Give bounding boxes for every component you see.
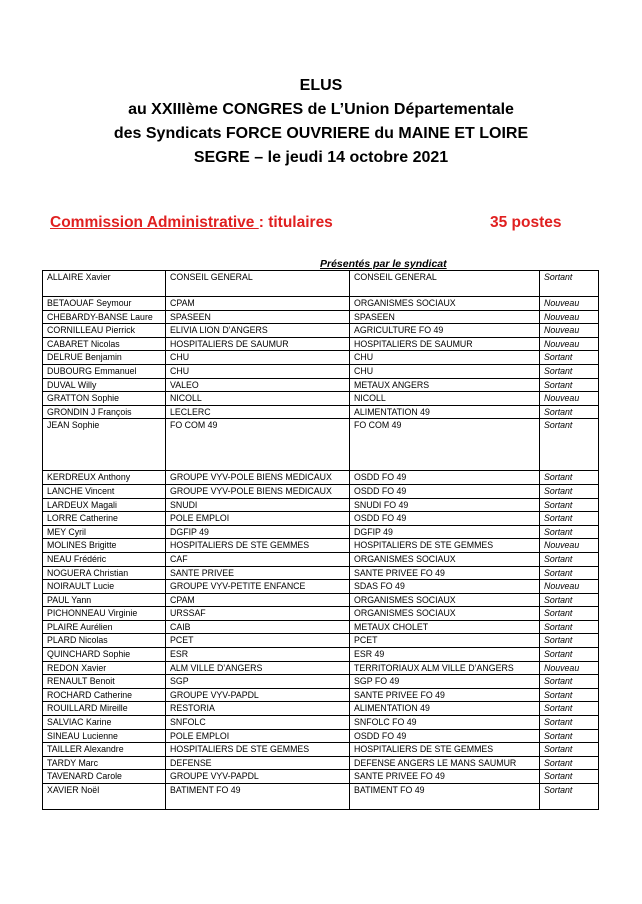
presente-par-cell: CHU xyxy=(350,351,540,365)
table-row xyxy=(43,566,599,580)
table-row xyxy=(43,729,599,743)
status-cell: Sortant xyxy=(540,784,599,810)
presente-par-cell: BATIMENT FO 49 xyxy=(350,784,540,810)
table-row xyxy=(43,661,599,675)
syndicat-cell: GROUPE VYV-PETITE ENFANCE xyxy=(166,580,350,594)
presente-par-cell: PCET xyxy=(350,634,540,648)
member-name-cell: CORNILLEAU Pierrick xyxy=(43,324,166,338)
syndicat-cell: ESR xyxy=(166,648,350,662)
presente-par-cell: HOSPITALIERS DE STE GEMMES xyxy=(350,743,540,757)
member-name-cell: PLAIRE Aurélien xyxy=(43,620,166,634)
presente-par-cell: FO COM 49 xyxy=(350,419,540,471)
table-row xyxy=(43,419,599,471)
status-cell: Nouveau xyxy=(540,580,599,594)
table-row xyxy=(43,648,599,662)
presente-par-cell: OSDD FO 49 xyxy=(350,729,540,743)
presente-par-cell: ORGANISMES SOCIAUX xyxy=(350,297,540,311)
member-name-cell: GRONDIN J François xyxy=(43,405,166,419)
member-name-cell: PLARD Nicolas xyxy=(43,634,166,648)
presente-par-cell: HOSPITALIERS DE SAUMUR xyxy=(350,337,540,351)
syndicat-cell: SANTE PRIVEE xyxy=(166,566,350,580)
syndicat-cell: SNUDI xyxy=(166,498,350,512)
table-row xyxy=(43,351,599,365)
presente-par-cell: ALIMENTATION 49 xyxy=(350,405,540,419)
member-name-cell: SINEAU Lucienne xyxy=(43,729,166,743)
table-row xyxy=(43,634,599,648)
status-cell: Sortant xyxy=(540,675,599,689)
presente-par-cell: CONSEIL GENERAL xyxy=(350,271,540,297)
member-name-cell: ROCHARD Catherine xyxy=(43,688,166,702)
table-row xyxy=(43,539,599,553)
syndicat-cell: CPAM xyxy=(166,593,350,607)
member-name-cell: MOLINES Brigitte xyxy=(43,539,166,553)
presente-par-cell: DGFIP 49 xyxy=(350,525,540,539)
syndicat-cell: ALM VILLE D’ANGERS xyxy=(166,661,350,675)
syndicat-cell: HOSPITALIERS DE STE GEMMES xyxy=(166,743,350,757)
syndicat-cell: HOSPITALIERS DE STE GEMMES xyxy=(166,539,350,553)
member-name-cell: MEY Cyril xyxy=(43,525,166,539)
presente-par-cell: ORGANISMES SOCIAUX xyxy=(350,593,540,607)
syndicat-cell: DGFIP 49 xyxy=(166,525,350,539)
status-cell: Sortant xyxy=(540,743,599,757)
presente-par-cell: SGP FO 49 xyxy=(350,675,540,689)
syndicat-cell: NICOLL xyxy=(166,392,350,406)
member-name-cell: NEAU Frédéric xyxy=(43,552,166,566)
presente-par-cell: SANTE PRIVEE FO 49 xyxy=(350,688,540,702)
status-cell: Sortant xyxy=(540,364,599,378)
syndicat-cell: CHU xyxy=(166,364,350,378)
status-cell: Sortant xyxy=(540,702,599,716)
status-cell: Sortant xyxy=(540,498,599,512)
elected-members-table xyxy=(42,270,599,810)
table-row xyxy=(43,271,599,297)
table-body xyxy=(43,271,599,810)
table-row xyxy=(43,484,599,498)
presente-par-cell: SNFOLC FO 49 xyxy=(350,716,540,730)
status-cell: Sortant xyxy=(540,620,599,634)
commission-label: Commission Administrative xyxy=(50,214,259,231)
status-cell: Nouveau xyxy=(540,297,599,311)
syndicat-cell: LECLERC xyxy=(166,405,350,419)
postes-count: 35 postes xyxy=(490,214,562,231)
syndicat-cell: CAIB xyxy=(166,620,350,634)
presente-par-cell: METAUX CHOLET xyxy=(350,620,540,634)
document-heading xyxy=(0,74,642,170)
presente-par-cell: TERRITORIAUX ALM VILLE D’ANGERS xyxy=(350,661,540,675)
syndicat-cell: CHU xyxy=(166,351,350,365)
member-name-cell: ROUILLARD Mireille xyxy=(43,702,166,716)
member-name-cell: XAVIER Noël xyxy=(43,784,166,810)
presente-par-cell: ALIMENTATION 49 xyxy=(350,702,540,716)
member-name-cell: DUVAL Willy xyxy=(43,378,166,392)
table-row xyxy=(43,324,599,338)
status-cell: Sortant xyxy=(540,756,599,770)
syndicat-cell: SGP xyxy=(166,675,350,689)
table-row xyxy=(43,378,599,392)
table-row xyxy=(43,580,599,594)
table-row xyxy=(43,552,599,566)
member-name-cell: TARDY Marc xyxy=(43,756,166,770)
presente-par-cell: ORGANISMES SOCIAUX xyxy=(350,552,540,566)
syndicat-cell: GROUPE VYV-POLE BIENS MEDICAUX xyxy=(166,471,350,485)
table-row xyxy=(43,364,599,378)
table-row xyxy=(43,392,599,406)
syndicat-cell: DEFENSE xyxy=(166,756,350,770)
presente-par-cell: DEFENSE ANGERS LE MANS SAUMUR xyxy=(350,756,540,770)
table-row xyxy=(43,405,599,419)
syndicat-cell: SPASEEN xyxy=(166,310,350,324)
status-cell: Sortant xyxy=(540,512,599,526)
syndicat-cell: VALEO xyxy=(166,378,350,392)
presente-par-cell: NICOLL xyxy=(350,392,540,406)
table-row xyxy=(43,525,599,539)
syndicat-cell: SNFOLC xyxy=(166,716,350,730)
status-cell: Sortant xyxy=(540,648,599,662)
status-cell: Sortant xyxy=(540,484,599,498)
syndicat-cell: RESTORIA xyxy=(166,702,350,716)
presente-par-cell: ORGANISMES SOCIAUX xyxy=(350,607,540,621)
commission-title xyxy=(50,214,333,232)
table-row xyxy=(43,620,599,634)
status-cell: Sortant xyxy=(540,471,599,485)
member-name-cell: JEAN Sophie xyxy=(43,419,166,471)
presente-par-cell: SPASEEN xyxy=(350,310,540,324)
syndicat-cell: GROUPE VYV-PAPDL xyxy=(166,688,350,702)
syndicat-cell: GROUPE VYV-PAPDL xyxy=(166,770,350,784)
heading-line-4: SEGRE – le jeudi 14 octobre 2021 xyxy=(193,149,449,166)
syndicat-cell: CAF xyxy=(166,552,350,566)
commission-suffix: : titulaires xyxy=(258,214,333,231)
table-row xyxy=(43,688,599,702)
status-cell: Sortant xyxy=(540,716,599,730)
status-cell: Nouveau xyxy=(540,392,599,406)
syndicat-cell: HOSPITALIERS DE SAUMUR xyxy=(166,337,350,351)
member-name-cell: CHEBARDY-BANSE Laure xyxy=(43,310,166,324)
table-row xyxy=(43,770,599,784)
member-name-cell: LANCHE Vincent xyxy=(43,484,166,498)
member-name-cell: GRATTON Sophie xyxy=(43,392,166,406)
member-name-cell: QUINCHARD Sophie xyxy=(43,648,166,662)
presente-par-cell: METAUX ANGERS xyxy=(350,378,540,392)
member-name-cell: SALVIAC Karine xyxy=(43,716,166,730)
table-row xyxy=(43,310,599,324)
syndicat-cell: PCET xyxy=(166,634,350,648)
member-name-cell: LARDEUX Magali xyxy=(43,498,166,512)
member-name-cell: NOGUERA Christian xyxy=(43,566,166,580)
status-cell: Sortant xyxy=(540,770,599,784)
heading-line-1: ELUS xyxy=(299,77,343,94)
presente-par-cell: OSDD FO 49 xyxy=(350,471,540,485)
status-cell: Sortant xyxy=(540,378,599,392)
heading-line-2: au XXIIIème CONGRES de L’Union Départementale xyxy=(128,101,514,118)
presente-par-cell: SANTE PRIVEE FO 49 xyxy=(350,770,540,784)
status-cell: Nouveau xyxy=(540,324,599,338)
member-name-cell: NOIRAULT Lucie xyxy=(43,580,166,594)
status-cell: Sortant xyxy=(540,552,599,566)
syndicat-cell: POLE EMPLOI xyxy=(166,512,350,526)
presente-par-cell: CHU xyxy=(350,364,540,378)
table-row xyxy=(43,593,599,607)
presente-par-cell: SNUDI FO 49 xyxy=(350,498,540,512)
syndicat-cell: GROUPE VYV-POLE BIENS MEDICAUX xyxy=(166,484,350,498)
heading-line-3: des Syndicats FORCE OUVRIERE du MAINE ET LOIRE xyxy=(113,125,529,142)
table-row xyxy=(43,743,599,757)
table-row xyxy=(43,512,599,526)
status-cell: Sortant xyxy=(540,593,599,607)
syndicat-cell: CONSEIL GENERAL xyxy=(166,271,350,297)
table-row xyxy=(43,702,599,716)
syndicat-cell: BATIMENT FO 49 xyxy=(166,784,350,810)
status-cell: Nouveau xyxy=(540,337,599,351)
table-row xyxy=(43,498,599,512)
presente-par-cell: SANTE PRIVEE FO 49 xyxy=(350,566,540,580)
status-cell: Sortant xyxy=(540,688,599,702)
status-cell: Sortant xyxy=(540,271,599,297)
status-cell: Sortant xyxy=(540,607,599,621)
member-name-cell: LORRE Catherine xyxy=(43,512,166,526)
table-row xyxy=(43,607,599,621)
member-name-cell: RENAULT Benoit xyxy=(43,675,166,689)
member-name-cell: ALLAIRE Xavier xyxy=(43,271,166,297)
table-row xyxy=(43,337,599,351)
status-cell: Nouveau xyxy=(540,539,599,553)
member-name-cell: PAUL Yann xyxy=(43,593,166,607)
member-name-cell: KERDREUX Anthony xyxy=(43,471,166,485)
status-cell: Nouveau xyxy=(540,661,599,675)
member-name-cell: TAILLER Alexandre xyxy=(43,743,166,757)
table-row xyxy=(43,756,599,770)
presente-par-cell: HOSPITALIERS DE STE GEMMES xyxy=(350,539,540,553)
syndicat-cell: ELIVIA LION D’ANGERS xyxy=(166,324,350,338)
presentes-label: Présentés par le syndicat xyxy=(320,258,447,270)
member-name-cell: DELRUE Benjamin xyxy=(43,351,166,365)
status-cell: Sortant xyxy=(540,419,599,471)
status-cell: Sortant xyxy=(540,729,599,743)
syndicat-cell: FO COM 49 xyxy=(166,419,350,471)
member-name-cell: PICHONNEAU Virginie xyxy=(43,607,166,621)
table-row xyxy=(43,675,599,689)
presente-par-cell: OSDD FO 49 xyxy=(350,512,540,526)
presente-par-cell: OSDD FO 49 xyxy=(350,484,540,498)
member-name-cell: DUBOURG Emmanuel xyxy=(43,364,166,378)
member-name-cell: TAVENARD Carole xyxy=(43,770,166,784)
member-name-cell: CABARET Nicolas xyxy=(43,337,166,351)
table-row xyxy=(43,471,599,485)
syndicat-cell: CPAM xyxy=(166,297,350,311)
member-name-cell: BETAOUAF Seymour xyxy=(43,297,166,311)
status-cell: Sortant xyxy=(540,405,599,419)
table-row xyxy=(43,784,599,810)
member-name-cell: REDON Xavier xyxy=(43,661,166,675)
table-row xyxy=(43,297,599,311)
presente-par-cell: AGRICULTURE FO 49 xyxy=(350,324,540,338)
syndicat-cell: POLE EMPLOI xyxy=(166,729,350,743)
status-cell: Sortant xyxy=(540,634,599,648)
presente-par-cell: ESR 49 xyxy=(350,648,540,662)
status-cell: Nouveau xyxy=(540,310,599,324)
table-row xyxy=(43,716,599,730)
presente-par-cell: SDAS FO 49 xyxy=(350,580,540,594)
status-cell: Sortant xyxy=(540,351,599,365)
status-cell: Sortant xyxy=(540,566,599,580)
status-cell: Sortant xyxy=(540,525,599,539)
syndicat-cell: URSSAF xyxy=(166,607,350,621)
